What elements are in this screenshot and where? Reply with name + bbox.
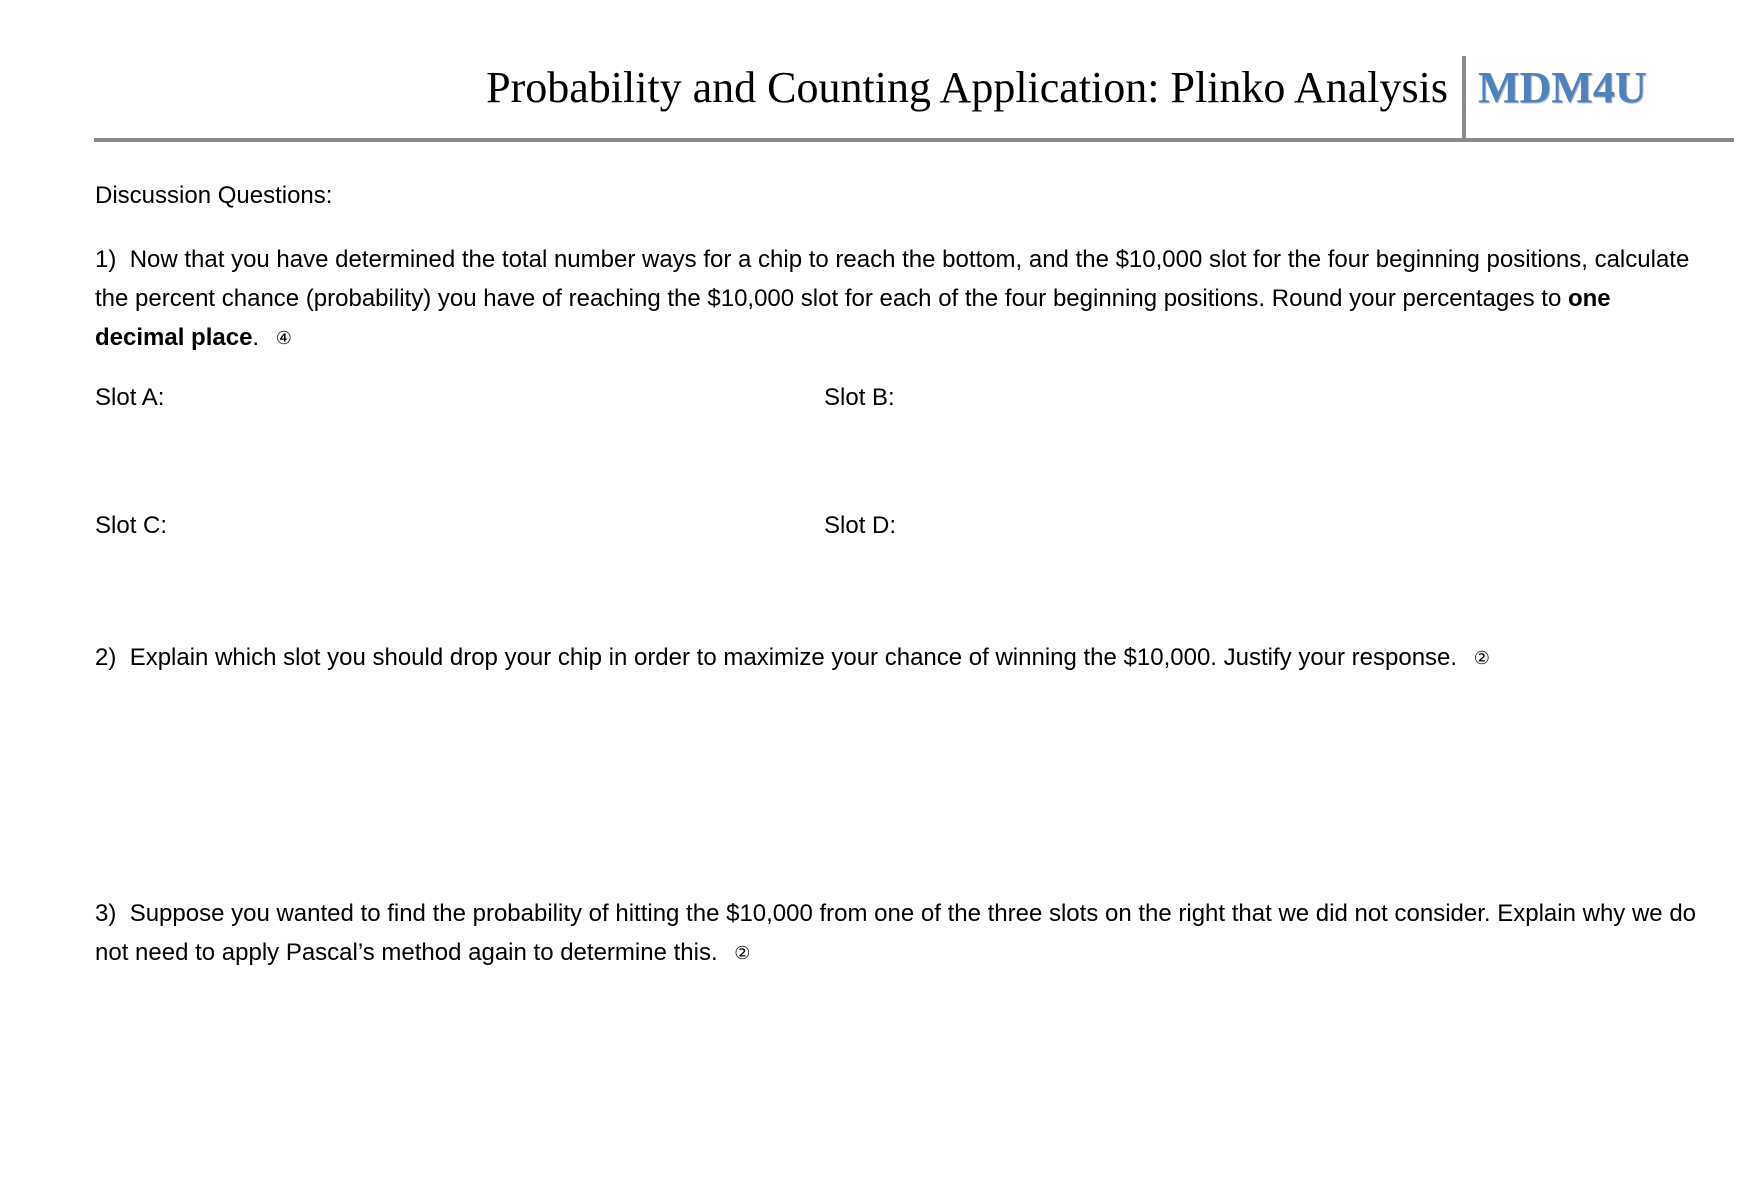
- question-2-marks: ②: [1473, 648, 1490, 669]
- course-code: MDM4U: [1478, 63, 1647, 112]
- question-1-emphasis: one decimal place: [95, 285, 1611, 351]
- question-2: [95, 638, 1705, 678]
- question-1-text: Now that you have determined the total number ways for a chip to reach the bottom, and the $10,000 slot for the four beginning positions, calculate the percent chance (probability) you have of reaching the $10,000 slot for each of the four beginning positions. Round your percentages to: [95, 246, 1690, 312]
- question-1-number: 1): [95, 246, 117, 273]
- question-1-text-end: .: [252, 324, 260, 351]
- header-rule: [94, 138, 1734, 142]
- header-divider: [1462, 56, 1466, 140]
- question-1: [95, 240, 1705, 358]
- question-1-marks: ④: [275, 328, 292, 349]
- question-3-text: Suppose you wanted to find the probability of hitting the $10,000 from one of the three slots on the right that we did not consider. Explain why we do not need to apply Pascal’s method again to determine this.: [95, 900, 1697, 966]
- slot-c-label: Slot C:: [95, 512, 168, 539]
- question-3-marks: ②: [734, 943, 751, 964]
- question-2-text: Explain which slot you should drop your chip in order to maximize your chance of winning the $10,000. Justify your response.: [129, 644, 1458, 671]
- section-heading: Discussion Questions:: [95, 182, 333, 209]
- document-header: [94, 52, 1734, 142]
- slot-b-label: Slot B:: [824, 384, 895, 411]
- question-3-number: 3): [95, 900, 117, 927]
- document-title: Probability and Counting Application: Plinko Analysis: [486, 63, 1448, 112]
- slot-d-label: Slot D:: [824, 512, 897, 539]
- question-3: [95, 894, 1715, 973]
- slot-a-label: Slot A:: [95, 384, 165, 411]
- question-2-number: 2): [95, 644, 117, 671]
